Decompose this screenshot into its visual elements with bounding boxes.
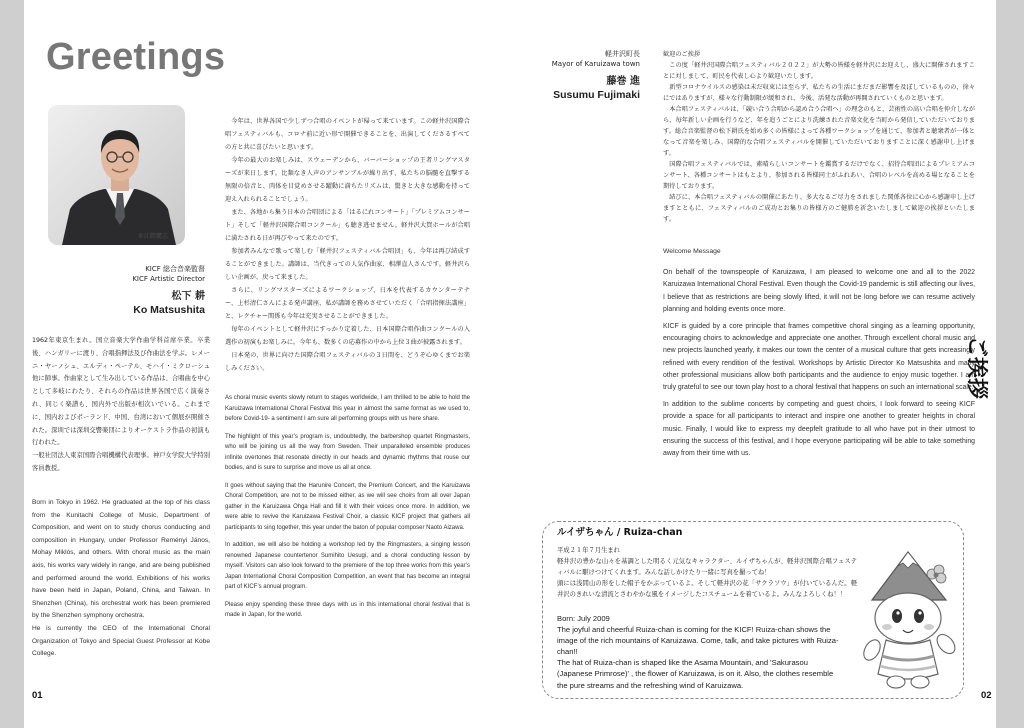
mayor-message-ja-heading: 歓迎のご挨拶 [663,51,701,58]
director-name-ja: 松下 耕 [171,291,205,302]
left-edge-strip [0,0,24,728]
mascot-ja-line: 軽井沢の豊かな山々を基調とした明るく元気なキャラクター、ルイザちゃんが、軽井沢国際合唱フェスティバルに駆けつけてくれます。みんな話しかけたり一緒に写真を撮ってね！ [557,558,857,576]
mascot-description-en [557,613,845,691]
message-en-paragraph: It goes without saying that the Harunire Concert, the Premium Concert, and the Karuizawa Choral Competition, are not to be missed either, as we will see choirs from all over Japan gather in the Karuizawa Ohga Hall and fill it with their voices once more. In addition, we were able to revive the Karuizawa Festival Choir, a classic KICF project that gathers all participants to sing together, this year under the baton of popular composer Naoto Aizawa. [225,482,470,531]
page-number-left: 01 [32,690,43,701]
mayor-name-ja: 藤巻 進 [606,76,640,87]
mascot-en-line: The hat of Ruiza-chan is shaped like the Asama Mountain, and 'Sakurasou (Japanese Primrose)' , the flower of Karuizawa, is on it. Also, the clothes resemble the pure streams and the refreshing wind of Karuizawa. [557,658,834,690]
photo-credit: ©江隈麗志 [138,233,169,240]
mayor-signature [500,49,640,102]
director-role-en: KICF Artistic Director [132,275,205,283]
portrait-image [48,105,185,245]
mascot-title: ルイザちゃん / Ruiza-chan [557,527,683,538]
mascot-cheek-right [924,624,934,630]
mayor-message-ja-paragraph: この度「軽井沢国際合唱フェスティバル２０２２」が大勢の皆様を軽井沢にお迎えし、盛大に開催されますことに対しまして、町民を代表し心より歓迎いたします。 [663,62,975,80]
bio-ja-paragraph: 1962年東京生まれ。国立音楽大学作曲学科首席卒業。卒業後、ハンガリーに渡り、合唱指揮法及び作曲法を学ぶ。レメーニ・ヤーノシュ、エルディ・ペーテル、モハイ・ミクローシュ他に師事。作曲家として生み出している作品は、合唱曲を中心として多岐にわたり、それらの作品は世界各国で広く演奏され、同じく楽譜も、国内外で出版が相次いでいる。これまでに、国内およびポーランド、中国、台湾において個展が開催された。深圳では深圳交響楽団によりオーケストラ作品の初演も行われた。 [32,337,210,447]
director-bio-en [32,497,210,661]
page-title: Greetings [46,36,226,78]
ruiza-chan-mascot [858,544,962,694]
right-edge-strip [996,0,1024,728]
message-en-paragraph: As choral music events slowly return to stages worldwide, I am thrilled to be able to hold the Karuizawa International Choral Festival this year in almost the same format as we used to, before Covid-19- a sentiment I am sure all performing groups with us here share. [225,395,470,422]
mascot-illustration [858,544,962,694]
message-en-paragraph: In addition, we will also be holding a workshop led by the Ringmasters, a singing lesson renowned Japanese countertenor Sumihito Uesugi, and a choral conducting lesson by myself. Visitors can also look forward to the premiere of the top three works from this year’s Japan International Choral Composition Competition, an event that has become an integral part of KICF’s annual program. [225,542,470,590]
mascot-arm-right [934,631,959,657]
message-en-paragraph: The highlight of this year’s program is, undoubtedly, the barbershop quartet Ringmasters, who will be joining us all the way from Sweden. Their unparalleled ensemble produces infinite overtones that resonate directly in our heads and dynamic rhythms that rouse our bodies, and is sure to surprise and move us all at once. [225,433,470,471]
mayor-message-ja-paragraph: 国際合唱フェスティバルでは、素晴らしいコンサートを鑑賞するだけでなく、招待合唱団によるプレミアムコンサート、各種コンサートはもとより、参加される皆様同士がふれあい、合唱のレベルを高める場となることを期待しております。 [663,161,975,190]
message-ja-paragraph: 今年の最大のお楽しみは、スウェーデンから、バーバーショップの王者リングマスターズが来日します。比類なき人声のアンサンブルが繰り出す、私たちの脳髄を直撃する無限の倍音と、肉体を目覚めさせる躍動に満ちたリズムは、驚きと大きな感動を持って迎え入れられることでしょう。 [225,157,470,203]
director-signature [80,264,205,317]
page-number-right: 02 [981,690,992,701]
bio-en-paragraph: Born in Tokyo in 1962. He graduated at the top of his class from the Kunitachi College of Music, Department of Composition, and went on to study chorus conducting and composition in Hungary, under Professor Reményi János, Mohay Miklós, and others. With choral music as the main axis, his works vary widely in range, and are being published and performed around the world. Exhibitions of his works have been held in Japan, Poland, China, and Taiwan. In Shenzhen (China), his orchestral work has been premiered by the Shenzhen symphony orchestra. [32,499,210,620]
portrait-photo [48,105,185,245]
bio-ja-paragraph: 一般社団法人東京国際合唱機構代表理事。神戸女学院大学特別客員教授。 [32,452,210,472]
message-ja-paragraph: 参加者みんなで歌って楽しむ「軽井沢フェスティバル合唱団」も、今年は再び結成することができました。講師は、当代きっての人気作曲家、相澤直人さんです。軽井沢らしい企画が、戻って来ました。 [225,248,470,281]
mascot-description-ja [557,545,857,600]
mascot-ja-line: 頭には浅間山の形をした帽子をかぶっているよ。そして軽井沢の花「サクラソウ」が付いているんだ。軽井沢のきれいな清流とさわやかな風をイメージしたコスチュームを着ているよ。みんなよろしくね！！ [557,580,857,598]
mayor-message-en-paragraph: In addition to the sublime concerts by competing and guest choirs, I look forward to seeing KICF provide a space for all participants to interact and inspire one another to greater heights in choral music. Finally, I would like to express my deepfelt gratitude to all who have put in their utmost to ensuring the success of this festival, and I hope everyone participating will be able to take something away from their time with us. [663,400,975,458]
director-message-en [225,393,470,628]
mayor-message-ja-paragraph: 本合唱フェスティバルは、「競い合う合唱から認め合う合唱へ」の理念のもと、芸術性の高い合唱を仲介しながら、毎年新しい企画を行うなど、年を追うごとにより洗練された音楽文化を当町から発信していただいております。総合音楽監督の松下耕氏を始め多くの皆様によって各種ワークショップを通じて、参加者と聴衆者が一体となって音楽を楽しみ、国際的な合唱フェスティバルを開催していただいておりますことに深く感謝申し上げます。 [663,106,975,157]
message-en-paragraph: Please enjoy spending these three days with us in this international choral festival that is made in Japan, for the world. [225,601,470,618]
director-name-en: Ko Matsushita [133,304,205,316]
mascot-head [875,593,941,643]
mascot-en-line: Born: July 2009 [557,614,610,623]
message-ja-paragraph: また、各地から集う日本の合唱団による「はるにれコンサート」「プレミアムコンサート」そして「軽井沢国際合唱コンクール」も聴き逃せません。軽井沢大賀ホールが合唱に満たされる日が再びやって来たのです。 [225,209,470,242]
director-bio-ja [32,335,210,476]
mayor-message-ja-paragraph: 結びに、本合唱フェスティバルの開催にあたり、多大なるご尽力をされました関係各位に心から感謝申し上げますとともに、フェスティバルのご成功とお集りの皆様方のご健勝を祈念いたしまして歓迎の挨拶といたします。 [663,194,975,223]
mascot-info-box [542,521,964,699]
side-heading-vertical: ご挨拶 [965,336,989,399]
mascot-ja-line: 平成２１年７月生まれ [557,547,620,554]
message-ja-paragraph: 日本発の、世界に向けた国際合唱フェスティバルの３日間を、どうぞ心ゆくまでお楽しみください。 [225,352,470,372]
mayor-role-en: Mayor of Karuizawa town [551,60,640,68]
mascot-eye-left [892,609,902,623]
message-ja-paragraph: 今年は、世界各国で少しずつ合唱のイベントが帰って来ています。この軽井沢国際合唱フェスティバルも、コロナ前に近い形で開催できることを、出演してくださるすべての方と共に喜びたいと思います。 [225,118,470,151]
mayor-role-ja: 軽井沢町長 [605,50,640,58]
welcome-message-heading: Welcome Message [663,248,721,255]
mayor-message-ja-paragraph: 新型コロナウイルスの感染は未だ収束には至らず、私たちの生活にまだまだ影響を及ぼしているものの、徐々にではありますが、様々な行動制限が緩和され、今後、活発な活動が再開されていくものと思います。 [663,84,975,102]
mascot-eye-right [914,609,924,623]
mascot-foot-left [887,676,905,688]
director-message-ja [225,115,470,375]
mascot-en-line: The joyful and cheerful Ruiza-chan is coming for the KICF! Ruiza-chan shows the image of the rich mountains of Karuizawa. Come, talk, and take pictures with Ruiza-chan!! [557,625,839,657]
mayor-message-en-paragraph: On behalf of the townspeople of Karuizawa, I am pleased to welcome one and all to the 2022 Karuizawa International Choral Festival. Even though the Covid-19 pandemic is still affecting our lives, I believe that as restrictions are being slowly lifted, it will not be long before we can resume actively planning and holding events once more. [663,269,975,313]
director-role-ja: KICF 総合音楽監督 [145,265,205,273]
mayor-name-en: Susumu Fujimaki [553,89,640,101]
mascot-foot-right [911,676,929,688]
mascot-cheek-left [882,624,892,630]
mayor-message-en-paragraph: KICF is guided by a core principle that frames competitive choral singing as a learning opportunity, encouraging choirs to acknowledge and appreciate one another. Through excellent choral music and new projects launched yearly, it makes our town the center of a musical culture that gets increasingly refined with every rendition of the festival. Workshops by Artistic Director Ko Matsushita and many other professional musicians allow both participants and the audience to enjoy music together. I am truly grateful to see our town play host to a choral festival that happens on such an international scale. [663,322,975,392]
mascot-arm-left [860,637,883,663]
mayor-message-en [663,267,975,465]
message-ja-paragraph: 毎年のイベントとして軽井沢にすっかり定着した、日本国際合唱作曲コンクールの入選作の初演もお楽しみに。今年も、数多くの応募作の中から上位３曲が披露されます。 [225,326,470,346]
mayor-message-ja [663,49,975,225]
bio-en-paragraph: He is currently the CEO of the International Choral Organization of Tokyo and Special Guest Professor at Kobe College. [32,624,210,658]
message-ja-paragraph: さらに、リングマスターズによるワークショップ、日本を代表するカウンターテナー、上杉清仁さんによる発声講座、私が講師を務めさせていただく「合唱指揮法講座」と、レクチャー関係も今年は充実させることができました。 [225,287,470,320]
